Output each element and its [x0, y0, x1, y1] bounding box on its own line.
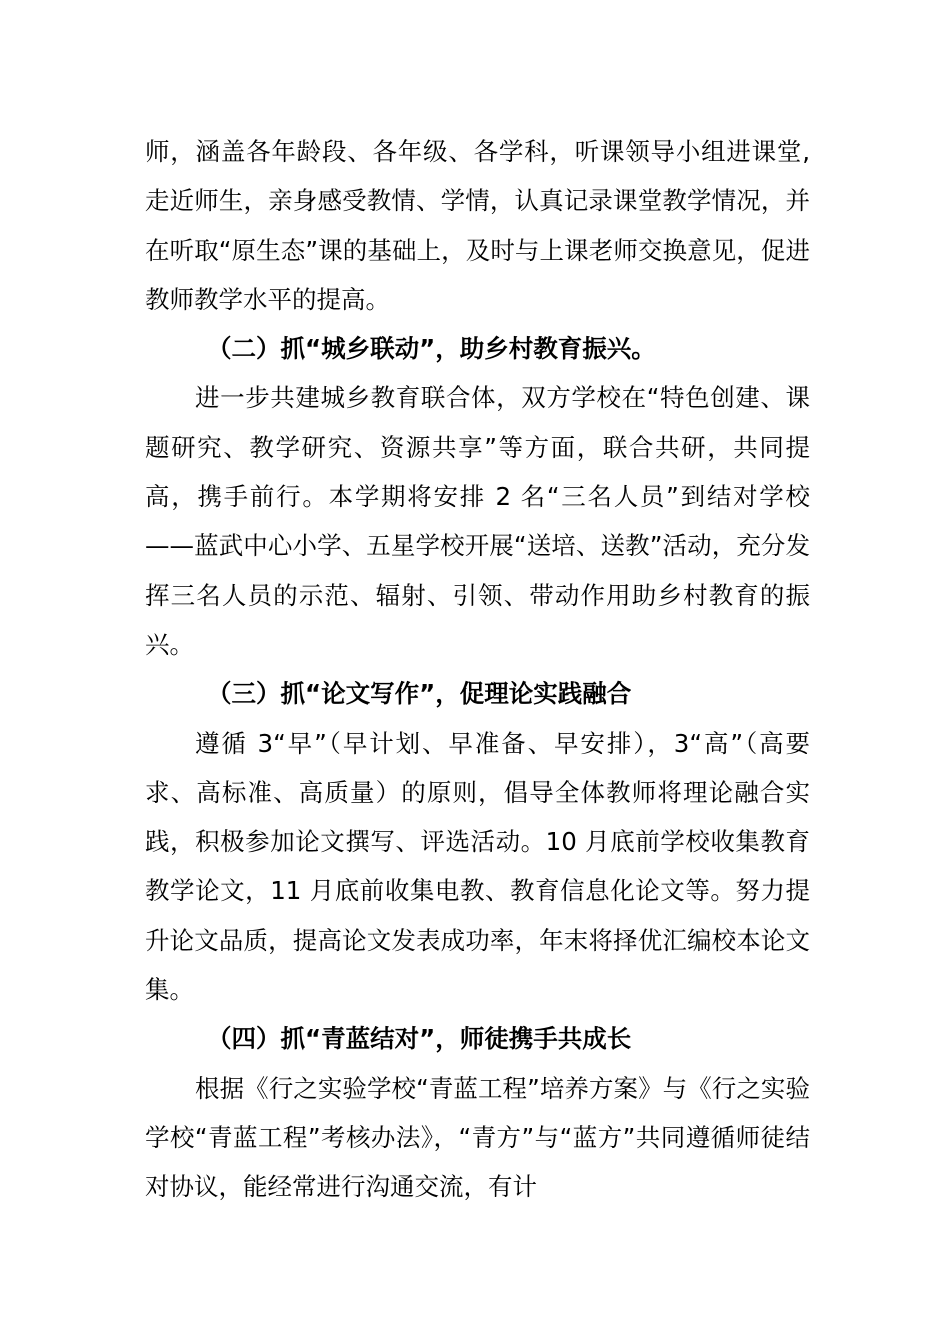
paragraph-continuation: 师，涵盖各年龄段、各年级、各学科，听课领导小组进课堂,走近师生，亲身感受教情、学情，认真记录课堂教学情况，并在听取“原生态”课的基础上，及时与上课老师交换意见，促进教师教学水平的提高。	[145, 137, 810, 314]
document-body	[145, 127, 810, 1212]
paragraph-urban-rural: 进一步共建城乡教育联合体，双方学校在“特色创建、课题研究、教学研究、资源共享”等方面，联合共研，共同提高，携手前行。本学期将安排 2 名“三名人员”到结对学校——蓝武中心小学、五星学校开展“送培、送教”活动，充分发挥三名人员的示范、辐射、引领、带动作用助乡村教育的振兴。	[145, 383, 810, 659]
section-heading-3: （三）抓“论文写作”，促理论实践融合	[207, 679, 632, 709]
paragraph-paper-writing: 遵循 3“早”（早计划、早准备、早安排），3“高”（高要求、高标准、高质量）的原则，倡导全体教师将理论融合实践，积极参加论文撰写、评选活动。10 月底前学校收集教育教学论文，11 月底前收集电教、教育信息化论文等。努力提升论文品质，提高论文发表成功率，年末将择优汇编校本论文集。	[145, 728, 810, 1005]
section-heading-2: （二）抓“城乡联动”，助乡村教育振兴。	[207, 334, 656, 364]
section-heading-4: （四）抓“青蓝结对”，师徒携手共成长	[207, 1024, 632, 1054]
paragraph-mentoring: 根据《行之实验学校“青蓝工程”培养方案》与《行之实验学校“青蓝工程”考核办法》，“青方”与“蓝方”共同遵循师徒结对协议，能经常进行沟通交流，有计	[145, 1073, 810, 1202]
